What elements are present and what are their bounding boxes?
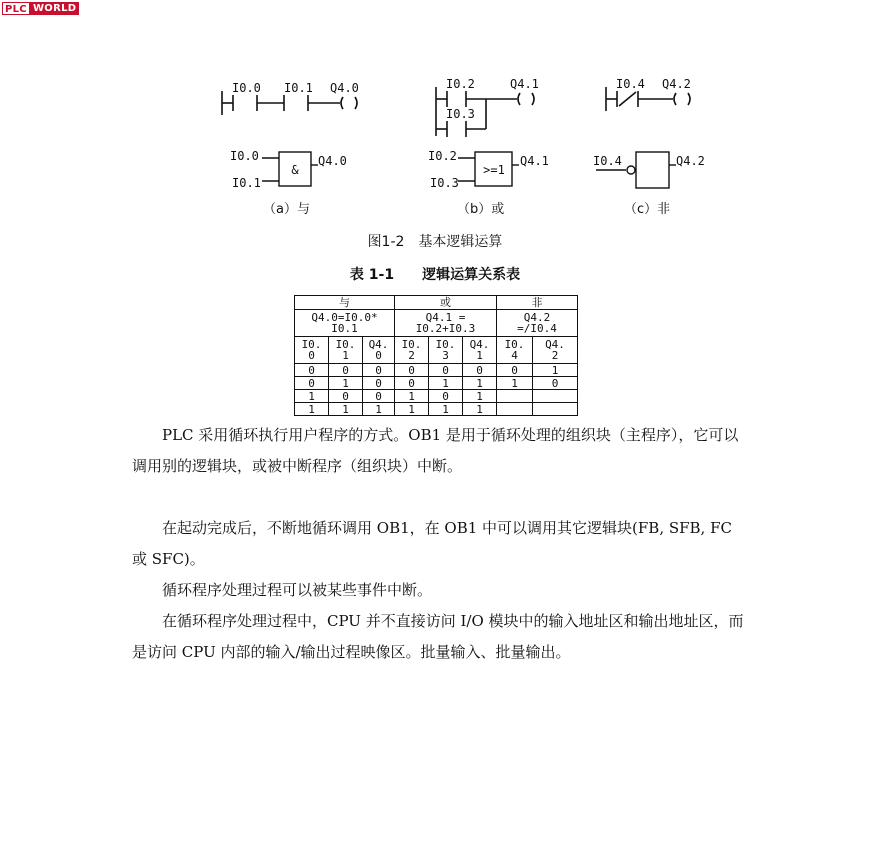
fbd-not-out: Q4.2	[676, 154, 705, 168]
caption-not: （c）非	[624, 202, 671, 217]
formula-not: Q4.2 =/I0.4	[497, 310, 578, 337]
paragraph-interrupt: 循环程序处理过程可以被某些事件中断。	[162, 581, 433, 599]
fbd-and-out: Q4.0	[318, 154, 347, 168]
table-cell: 0	[395, 364, 429, 377]
paragraph-cyclic-execution: PLC 采用循环执行用户程序的方式。OB1 是用于循环处理的组织块（主程序），它可以调用别的逻辑块，或被中断程序（组织块）中断。	[132, 426, 739, 475]
ladder-or-in2: I0.3	[446, 107, 475, 121]
table-cell: 0	[429, 364, 463, 377]
var-cell: Q4. 0	[363, 337, 395, 364]
table-cell: 0	[429, 390, 463, 403]
table-row	[295, 377, 578, 390]
formula-and: Q4.0=I0.0* I0.1	[295, 310, 395, 337]
caption-and: （a）与	[263, 202, 310, 217]
fbd-or-in1: I0.2	[428, 149, 457, 163]
logic-truth-table	[294, 295, 578, 416]
table-cell: 0	[329, 364, 363, 377]
table-cell: 1	[329, 377, 363, 390]
table-group-row	[295, 296, 578, 310]
group-and: 与	[295, 296, 395, 310]
var-cell: Q4. 2	[533, 337, 578, 364]
var-cell: I0. 4	[497, 337, 533, 364]
table-cell: 1	[363, 403, 395, 416]
table-cell: 1	[497, 377, 533, 390]
fbd-and-in2: I0.1	[232, 176, 261, 190]
ladder-not-in: I0.4	[616, 77, 645, 91]
table-cell: 1	[533, 364, 578, 377]
var-cell: I0. 3	[429, 337, 463, 364]
fbd-or-in2: I0.3	[430, 176, 459, 190]
table-cell: 0	[363, 390, 395, 403]
table-row	[295, 364, 578, 377]
logic-diagram-figure	[0, 0, 870, 225]
formula-or: Q4.1 = I0.2+I0.3	[395, 310, 497, 337]
figure-title: 图1-2 基本逻辑运算	[367, 234, 503, 250]
var-cell: I0. 0	[295, 337, 329, 364]
fbd-or-out: Q4.1	[520, 154, 549, 168]
ladder-not-out: Q4.2	[662, 77, 691, 91]
table-cell: 1	[295, 390, 329, 403]
paragraph-startup: 在起动完成后，不断地循环调用 OB1，在 OB1 中可以调用其它逻辑块(FB, SFB, FC 或 SFC)。	[132, 519, 732, 568]
table-cell: 0	[295, 377, 329, 390]
table-cell: 0	[533, 377, 578, 390]
table-cell: 0	[497, 364, 533, 377]
var-cell: Q4. 1	[463, 337, 497, 364]
table-cell: 1	[395, 390, 429, 403]
table-row	[295, 403, 578, 416]
table-cell: 1	[463, 377, 497, 390]
table-cell: 0	[363, 364, 395, 377]
table-cell	[533, 403, 578, 416]
ladder-or-in1: I0.2	[446, 77, 475, 91]
table-cell: 0	[329, 390, 363, 403]
fbd-and-in1: I0.0	[230, 149, 259, 163]
table-cell: 1	[429, 377, 463, 390]
caption-or: （b）或	[457, 202, 505, 217]
ladder-and-out: Q4.0	[330, 81, 359, 95]
table-cell	[533, 390, 578, 403]
table-cell: 1	[429, 403, 463, 416]
table-cell: 0	[363, 377, 395, 390]
ladder-and-in2: I0.1	[284, 81, 313, 95]
table-cell: 0	[395, 377, 429, 390]
var-cell: I0. 1	[329, 337, 363, 364]
group-or: 或	[395, 296, 497, 310]
table-cell: 0	[463, 364, 497, 377]
fbd-and	[262, 152, 318, 186]
ladder-or-out: Q4.1	[510, 77, 539, 91]
table-cell: 1	[463, 390, 497, 403]
table-cell: 1	[463, 403, 497, 416]
table-title: 表 1-1 逻辑运算关系表	[349, 267, 521, 283]
table-cell: 0	[295, 364, 329, 377]
fbd-and-symbol: &	[291, 163, 299, 177]
paragraph-process-image: 在循环程序处理过程中，CPU 并不直接访问 I/O 模块中的输入地址区和输出地址区，而是访问 CPU 内部的输入/输出过程映像区。批量输入、批量输出。	[132, 612, 744, 661]
table-cell	[497, 403, 533, 416]
fbd-not-in: I0.4	[593, 154, 622, 168]
ladder-and-in1: I0.0	[232, 81, 261, 95]
table-row	[295, 390, 578, 403]
logo-plc: PLC	[2, 2, 30, 15]
table-variable-row	[295, 337, 578, 364]
table-cell: 1	[329, 403, 363, 416]
table-formula-row	[295, 310, 578, 337]
table-cell: 1	[295, 403, 329, 416]
group-not: 非	[497, 296, 578, 310]
logo-world: WORLD	[30, 2, 79, 15]
table-cell	[497, 390, 533, 403]
var-cell: I0. 2	[395, 337, 429, 364]
table-cell: 1	[395, 403, 429, 416]
fbd-or-symbol: >=1	[483, 163, 505, 177]
